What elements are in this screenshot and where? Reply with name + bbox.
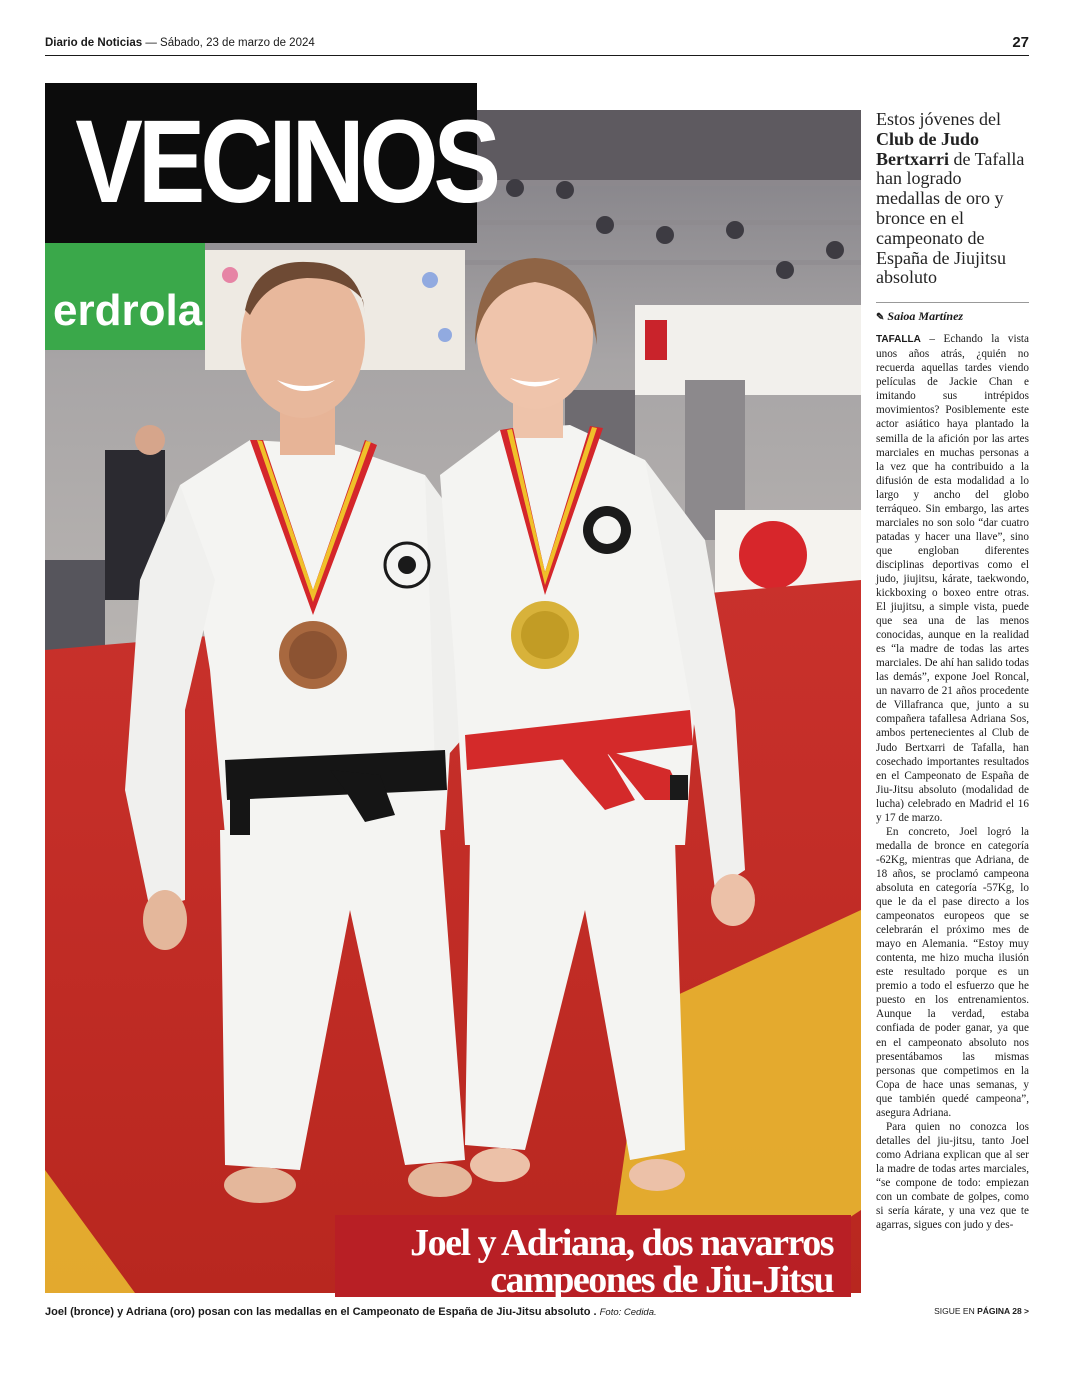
paragraph-1: [876, 332, 1029, 825]
photo-illustration: [45, 110, 861, 1293]
continue-link[interactable]: [876, 1306, 1029, 1316]
headline-line-1: Joel y Adriana, dos navarros: [410, 1222, 833, 1264]
newspaper-name: Diario de Noticias: [45, 37, 143, 49]
pen-icon: ✎: [876, 312, 885, 324]
article-summary: [876, 110, 1029, 288]
masthead-info: Diario de Noticias — Sábado, 23 de marzo de 2024: [45, 37, 315, 49]
headline: [335, 1215, 851, 1301]
byline: [876, 302, 1029, 324]
sidebar-column: [876, 110, 1029, 1232]
section-title: VECINOS: [75, 96, 496, 228]
author-name: Saioa Martínez: [887, 309, 964, 324]
page-number: 27: [1012, 34, 1029, 51]
paragraph-1-text: – Echando la vista unos años atrás, ¿quién no recuerda aquellas tardes viendo películas de Jackie Chan e imitando sus intrépidos movimientos? Posiblemente este actor asiático haya plantado la semilla de la afición por las artes marciales en muchas personas a la vez que ha contribuido a la difusión de esta modalidad a lo largo y ancho del globo terráqueo. Sin embargo, las artes marciales no son solo “dar cuatro patadas y hacer una llave”, sino que engloban diferentes disciplinas deportivas como el judo, jiujitsu, kárate, taekwondo, kickboxing o boxeo entre otras. El jiujitsu, a simple vista, puede que sea una de las menos conocidas, aunque en la realidad es “la madre de todas las artes marciales. De ahí han salido todas las demás”, expone Joel Roncal, un navarro de 21 años procedente de Villafranca que, junto a su compañera tafallesa Adriana Sos, ambos pertenecientes al Club de Judo Bertxarri de Tafalla, han cosechado importantes resultados en el Campeonato de España de Jiu-Jitsu absoluto (modalidad de lucha) celebrado en Madrid el 16 y 17 de marzo.: [876, 333, 1029, 824]
summary-pre: Estos jóvenes del: [876, 109, 1001, 129]
masthead: [45, 35, 1029, 56]
dateline-city: TAFALLA: [876, 334, 921, 346]
caption-text: Joel (bronce) y Adriana (oro) posan con las medallas en el Campeonato de España de Jiu-Jitsu absoluto .: [45, 1306, 597, 1318]
issue-date: Sábado, 23 de marzo de 2024: [160, 37, 315, 49]
photo-caption: [45, 1306, 861, 1318]
banner-text: erdrola: [53, 286, 203, 335]
continue-label: SIGUE EN: [934, 1306, 975, 1316]
photo-credit: Foto: Cedida.: [599, 1307, 657, 1318]
article-body: [876, 332, 1029, 1232]
headline-line-2: campeones de Jiu-Jitsu: [490, 1259, 833, 1301]
section-label: [45, 83, 496, 243]
paragraph-2: En concreto, Joel logró la medalla de bronce en categoría -62Kg, mientras que Adriana, de 18 años, se proclamó campeona absoluta en categoría -57Kg, lo que le da el pase directo a los campeonatos europeos que se celebrarán el próximo mes de mayo en Alemania. “Estoy muy contenta, me hizo mucha ilusión este resultado porque es un premio a todo el esfuerzo que he puesto en los entrenamientos. Aunque la verdad, estaba confiada de poder ganar, ya que en el campeonato absoluto nos presentábamos las mismas personas que competimos en la Copa de hace unas semanas, y que también quedé campeona”, asegura Adriana.: [876, 825, 1029, 1119]
summary-club: Club de Judo Bertxarri: [876, 128, 980, 169]
paragraph-3: Para quien no conozca los detalles del jiu-jitsu, tanto Joel como Adriana explican que al ser la madre de todas artes marciales, “se compone de todo: empiezan con un combate de golpes, como si sería kárate, y una vez que te agarras, sigues con judo y des-: [876, 1120, 1029, 1232]
continue-target: PÁGINA 28 >: [977, 1306, 1029, 1316]
summary-post: de Tafalla han logrado medallas de oro y bronce en el campeonato de España de Jiujitsu absoluto: [876, 148, 1025, 288]
main-photo: [45, 110, 861, 1293]
